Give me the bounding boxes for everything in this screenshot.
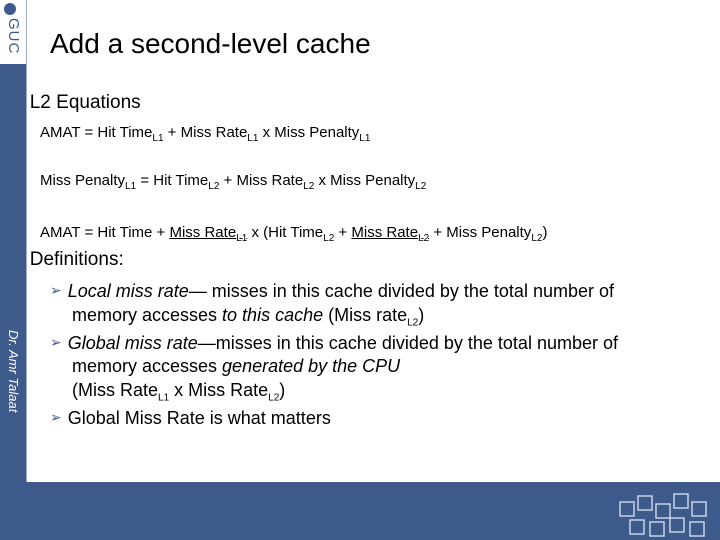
eq-subscript: L1 xyxy=(359,133,371,144)
eq-subscript: L2 xyxy=(407,317,419,329)
sub-bullet-global-matters xyxy=(50,408,331,429)
global-miss-rate-line3 xyxy=(72,380,285,404)
eq-subscript: L2 xyxy=(531,233,543,244)
bullet-label: L2 Equations xyxy=(29,92,141,113)
eq-text: x (Hit Time xyxy=(247,224,324,241)
bullet-l2-equations xyxy=(12,92,141,114)
definition-text: Global Miss Rate is what matters xyxy=(67,408,331,428)
arrow-bullet-icon: ➢ xyxy=(12,250,24,266)
emphasis-text: to this cache xyxy=(222,305,324,325)
eq-subscript: L2 xyxy=(323,233,335,244)
arrow-bullet-icon: ➢ xyxy=(50,334,62,350)
eq-subscript: L2 xyxy=(415,181,427,192)
eq-subscript: L2 xyxy=(268,392,280,404)
definition-text: (Miss rate xyxy=(323,305,408,325)
emphasis-text: generated by the CPU xyxy=(222,356,401,376)
definition-text: — misses in this cache divided by the total number of xyxy=(188,281,614,301)
term-global-miss-rate: Global miss rate xyxy=(67,333,198,353)
logo-text: GUC xyxy=(5,18,22,55)
bullet-definitions xyxy=(12,249,124,271)
eq-underlined xyxy=(351,224,430,244)
footer-band xyxy=(26,482,720,540)
definition-text: (Miss Rate xyxy=(72,380,159,400)
definition-text: x Miss Rate xyxy=(169,380,269,400)
equation-amat-expanded xyxy=(40,224,547,244)
eq-text: = Hit Time xyxy=(136,172,209,189)
eq-subscript: L1 xyxy=(125,181,137,192)
eq-underlined xyxy=(169,224,248,244)
decorative-cubes-icon xyxy=(600,482,720,540)
eq-text: x Miss Penalty xyxy=(314,172,416,189)
definition-text: ) xyxy=(418,305,425,325)
local-miss-rate-line2 xyxy=(72,305,424,329)
arrow-bullet-icon: ➢ xyxy=(50,409,62,425)
global-miss-rate-line2 xyxy=(72,356,400,377)
definition-text: —misses in this cache divided by the total number of xyxy=(197,333,618,353)
definition-text: memory accesses xyxy=(72,356,223,376)
guc-logo xyxy=(0,0,26,64)
arrow-bullet-icon: ➢ xyxy=(12,93,24,109)
eq-text: + Miss Rate xyxy=(219,172,304,189)
eq-subscript: L2 xyxy=(418,233,430,244)
term-local-miss-rate: Local miss rate xyxy=(67,281,189,301)
author-name: Dr. Amr Talaat xyxy=(6,330,21,413)
equation-amat xyxy=(40,124,370,144)
eq-subscript: L1 xyxy=(236,233,248,244)
eq-text: Miss Rate xyxy=(169,224,237,241)
eq-text: AMAT = Hit Time + xyxy=(40,224,170,241)
eq-text: AMAT = Hit Time xyxy=(40,124,153,141)
equation-miss-penalty xyxy=(40,172,426,192)
eq-subscript: L1 xyxy=(247,133,259,144)
eq-subscript: L2 xyxy=(303,181,315,192)
definition-text: memory accesses xyxy=(72,305,223,325)
arrow-bullet-icon: ➢ xyxy=(50,282,62,298)
eq-text: Miss Penalty xyxy=(40,172,126,189)
slide-title: Add a second-level cache xyxy=(50,28,371,59)
bullet-label: Definitions: xyxy=(29,249,124,270)
sub-bullet-local-miss-rate xyxy=(50,281,614,302)
eq-text: x Miss Penalty xyxy=(258,124,360,141)
eq-text: + xyxy=(334,224,352,241)
eq-subscript: L1 xyxy=(158,392,170,404)
sub-bullet-global-miss-rate xyxy=(50,333,618,354)
eq-text: + Miss Rate xyxy=(163,124,248,141)
eq-subscript: L2 xyxy=(208,181,220,192)
logo-emblem-icon xyxy=(4,3,16,15)
definition-text: ) xyxy=(279,380,286,400)
eq-text: Miss Rate xyxy=(351,224,419,241)
eq-text: + Miss Penalty xyxy=(429,224,532,241)
eq-text: ) xyxy=(542,224,548,241)
eq-subscript: L1 xyxy=(152,133,164,144)
